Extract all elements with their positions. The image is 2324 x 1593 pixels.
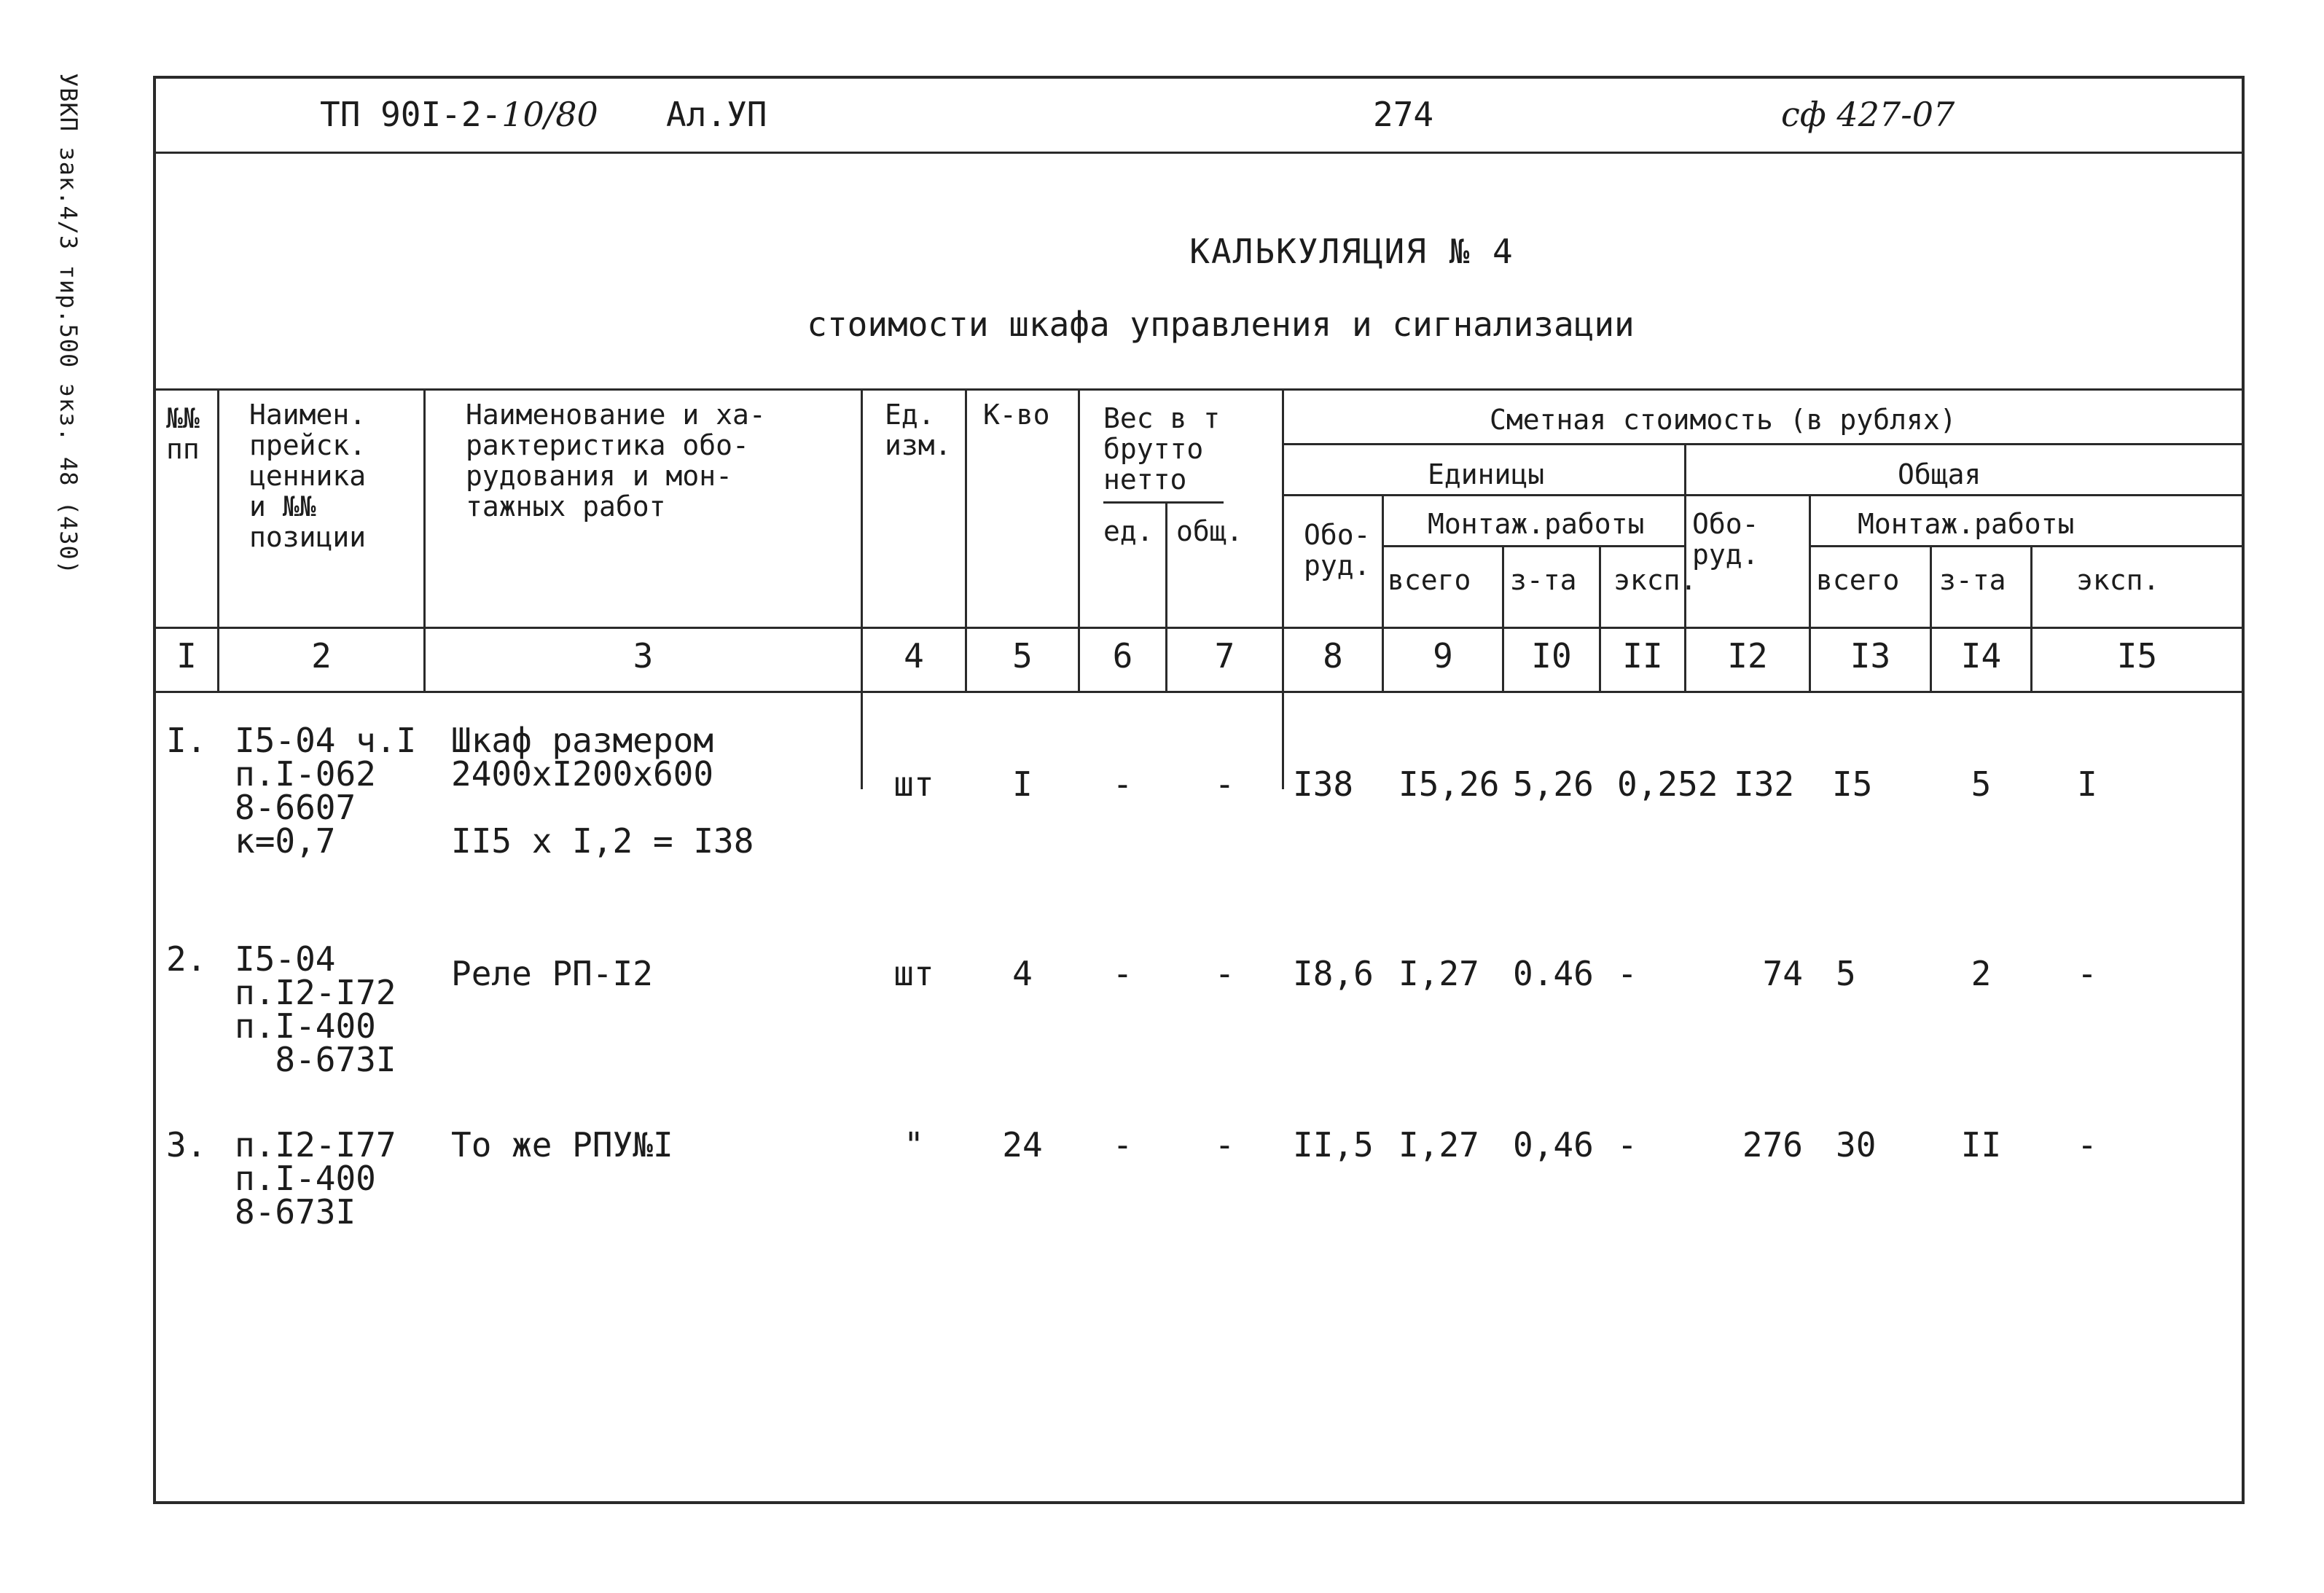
col-header-total-equip: Обо- руд. bbox=[1692, 508, 1759, 571]
header-divider bbox=[156, 152, 2242, 154]
row-weight-total: - bbox=[1214, 954, 1235, 993]
col-header-weight: Вес в т брутто нетто bbox=[1103, 402, 1221, 496]
col-header-name: Наименование и ха- рактеристика обо- рудования и мон- тажных работ bbox=[466, 399, 766, 522]
vline-7 bbox=[1282, 388, 1284, 789]
row-unit-equip: II,5 bbox=[1293, 1125, 1374, 1165]
row-total-equip: 74 bbox=[1762, 954, 1803, 993]
col-number: 4 bbox=[904, 636, 924, 676]
col-number: 7 bbox=[1214, 636, 1235, 676]
col-number: I0 bbox=[1531, 636, 1572, 676]
row-total-install-all: I5 bbox=[1832, 764, 1873, 804]
row-number: 2. bbox=[166, 939, 207, 979]
row-total-install-exp: - bbox=[2077, 954, 2097, 993]
row-unit-install-all: I,27 bbox=[1398, 1125, 1479, 1165]
col-number: I2 bbox=[1727, 636, 1768, 676]
header-bottom-line bbox=[156, 627, 2242, 629]
row-code: I5-04 п.I2-I72 п.I-400 8-673I bbox=[235, 939, 396, 1079]
col-header-unit-install-all: всего bbox=[1388, 564, 1471, 596]
document-sheet bbox=[153, 76, 2245, 1504]
row-total-install-wage: II bbox=[1960, 1125, 2002, 1165]
row-weight-unit: - bbox=[1112, 764, 1133, 804]
units-divider bbox=[1282, 494, 2242, 496]
row-total-install-all: 30 bbox=[1836, 1125, 1877, 1165]
album-label: Ал.УП bbox=[666, 95, 767, 134]
row-weight-unit: - bbox=[1112, 1125, 1133, 1165]
col-number: 5 bbox=[1012, 636, 1033, 676]
doc-code-handwritten: 10/80 bbox=[501, 95, 598, 134]
handwritten-stamp: сф 427-07 bbox=[1781, 95, 1955, 134]
col-header-total-install-exp: эксп. bbox=[2076, 564, 2160, 596]
row-unit-equip: I8,6 bbox=[1293, 954, 1374, 993]
row-number: I. bbox=[166, 721, 207, 760]
row-total-equip: 276 bbox=[1742, 1125, 1803, 1165]
row-total-install-wage: 2 bbox=[1971, 954, 1992, 993]
row-unit-install-exp: - bbox=[1617, 954, 1638, 993]
col-header-unit: Ед. изм. bbox=[885, 399, 952, 461]
col-number: I3 bbox=[1850, 636, 1891, 676]
col-header-estimate: Сметная стоимость (в рублях) bbox=[1490, 404, 1957, 436]
col-header-code: Наимен. прейск. ценника и №№ позиции bbox=[249, 399, 367, 553]
estimate-divider bbox=[1282, 443, 2242, 445]
row-unit-install-wage: 5,26 bbox=[1513, 764, 1594, 804]
col-number: I4 bbox=[1960, 636, 2002, 676]
col-header-weight-total: общ. bbox=[1176, 515, 1243, 547]
row-unit-install-exp: - bbox=[1617, 1125, 1638, 1165]
row-name: Шкаф размером 2400xI200x600 II5 x I,2 = I38 bbox=[451, 721, 754, 861]
col-header-total-install: Монтаж.работы bbox=[1858, 508, 2075, 540]
row-total-equip: I32 bbox=[1734, 764, 1795, 804]
page-number: 274 bbox=[1373, 95, 1434, 134]
row-name: То же РПУ№I bbox=[451, 1125, 673, 1165]
row-code: п.I2-I77 п.I-400 8-673I bbox=[235, 1125, 396, 1232]
col-number: II bbox=[1622, 636, 1663, 676]
row-qty: 4 bbox=[1012, 954, 1033, 993]
row-qty: 24 bbox=[1002, 1125, 1043, 1165]
col-header-total-install-wage: з-та bbox=[1939, 564, 2006, 596]
col-header-unit-install-wage: з-та bbox=[1510, 564, 1577, 596]
document-title: КАЛЬКУЛЯЦИЯ № 4 bbox=[1189, 232, 1514, 271]
col-header-unit-install: Монтаж.работы bbox=[1428, 508, 1645, 540]
col-number: 6 bbox=[1112, 636, 1133, 676]
col-header-unit-install-exp: эксп. bbox=[1613, 564, 1697, 596]
doc-code bbox=[320, 95, 598, 134]
row-unit-install-all: I5,26 bbox=[1398, 764, 1500, 804]
vline-3 bbox=[861, 388, 863, 789]
side-print-note bbox=[55, 73, 135, 634]
row-unit: шт bbox=[893, 764, 934, 804]
row-weight-total: - bbox=[1214, 764, 1235, 804]
col-number: 2 bbox=[311, 636, 332, 676]
row-unit-install-all: I,27 bbox=[1398, 954, 1479, 993]
col-header-no: №№ пп bbox=[166, 402, 200, 465]
row-name: Реле РП-I2 bbox=[451, 954, 653, 993]
col-header-unit-equip: Обо- руд. bbox=[1304, 519, 1371, 582]
row-weight-unit: - bbox=[1112, 954, 1133, 993]
row-unit: " bbox=[904, 1125, 924, 1165]
row-code: I5-04 ч.I п.I-062 8-6607 к=0,7 bbox=[235, 721, 417, 861]
col-header-qty: К-во bbox=[983, 399, 1050, 431]
doc-code-printed: ТП 90I-2- bbox=[320, 95, 502, 134]
row-total-install-exp: - bbox=[2077, 1125, 2097, 1165]
col-header-total: Общая bbox=[1898, 458, 1981, 490]
row-total-install-exp: I bbox=[2077, 764, 2097, 804]
row-unit-install-exp: 0,252 bbox=[1617, 764, 1718, 804]
row-total-install-wage: 5 bbox=[1971, 764, 1992, 804]
row-unit-install-wage: 0.46 bbox=[1513, 954, 1594, 993]
row-unit: шт bbox=[893, 954, 934, 993]
row-weight-total: - bbox=[1214, 1125, 1235, 1165]
side-print-note-text: УВКП зак.4/3 тир.500 экз. 48 (430) bbox=[55, 73, 82, 576]
document-subtitle: стоимости шкафа управления и сигнализации bbox=[807, 305, 1635, 344]
row-unit-install-wage: 0,46 bbox=[1513, 1125, 1594, 1165]
col-number: I bbox=[176, 636, 197, 676]
install-total-divider bbox=[1809, 545, 2242, 547]
row-number: 3. bbox=[166, 1125, 207, 1165]
col-header-units: Единицы bbox=[1428, 458, 1545, 490]
weight-divider bbox=[1103, 501, 1224, 504]
row-qty: I bbox=[1012, 764, 1033, 804]
col-header-weight-unit: ед. bbox=[1103, 515, 1154, 547]
col-number: 8 bbox=[1323, 636, 1343, 676]
col-header-total-install-all: всего bbox=[1816, 564, 1900, 596]
col-number: 9 bbox=[1433, 636, 1453, 676]
table-top-line bbox=[156, 388, 2242, 391]
row-unit-equip: I38 bbox=[1293, 764, 1354, 804]
col-numbers-bottom-line bbox=[156, 691, 2242, 693]
col-number: 3 bbox=[633, 636, 654, 676]
row-total-install-all: 5 bbox=[1836, 954, 1856, 993]
col-number: I5 bbox=[2116, 636, 2158, 676]
install-units-divider bbox=[1382, 545, 1684, 547]
